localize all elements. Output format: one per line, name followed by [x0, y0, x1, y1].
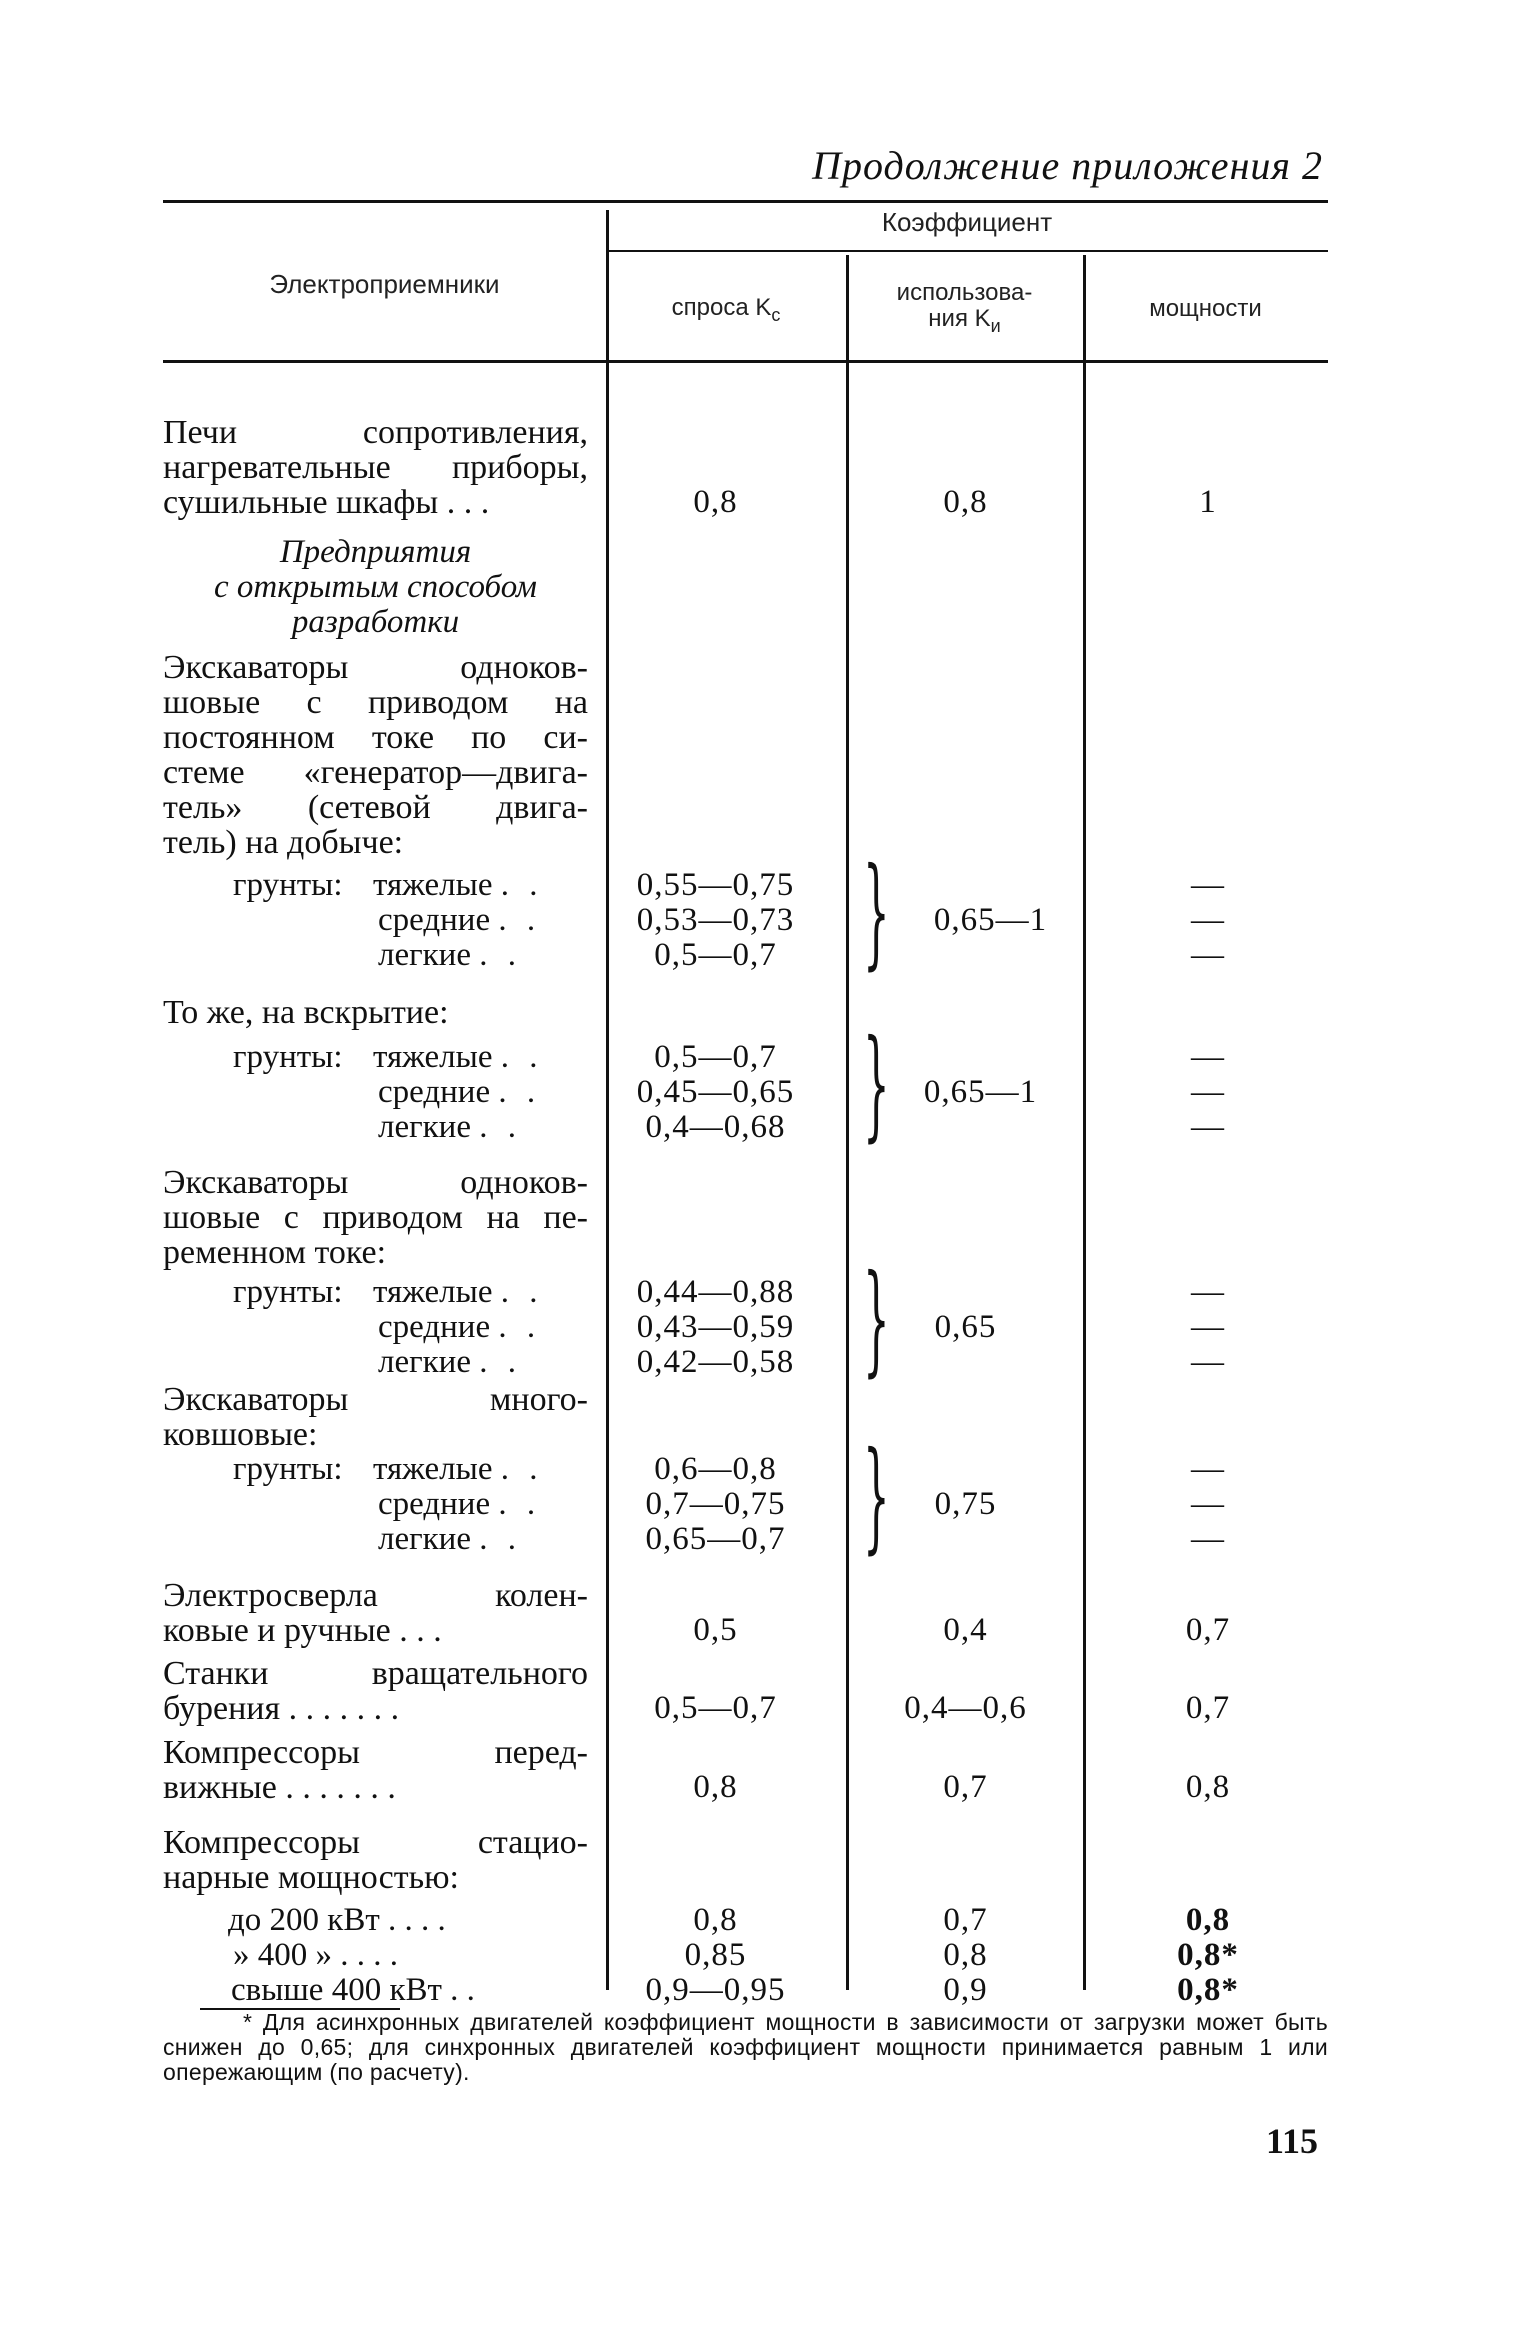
soil-heavy: тяжелые . .: [373, 1039, 544, 1075]
power-value: —: [1191, 1074, 1225, 1110]
usage-value: 0,7: [943, 1769, 988, 1805]
col-divider-2: [846, 255, 849, 1990]
soil-medium: средние . .: [378, 1486, 542, 1522]
row-description: Станки вращательного бурения . . . . . . .: [163, 1655, 588, 1727]
demand-value: 0,4—0,68: [645, 1109, 786, 1145]
power-value: —: [1191, 1274, 1225, 1310]
right-brace: }: [863, 1250, 890, 1389]
coefficient-table: [163, 200, 1328, 2008]
soil-heavy: тяжелые . .: [373, 1274, 544, 1310]
capacity-label: свыше 400 кВт . .: [231, 1972, 475, 2008]
col-divider-3: [1083, 255, 1086, 1990]
power-value: —: [1191, 1109, 1225, 1145]
soils-label: грунты:: [233, 1039, 343, 1075]
soil-medium: средние . .: [378, 1074, 542, 1110]
power-value: 0,8: [1185, 1769, 1231, 1805]
page-number: 115: [1265, 2121, 1318, 2161]
soil-light: легкие . .: [378, 1521, 522, 1557]
right-brace: }: [863, 1015, 890, 1154]
footnote: * Для асинхронных двигателей коэффициент мощности в зависимости от загрузки может быть снижен до 0,65; для синхронных двигателей коэффициент мощности принимается равным 1 или опережающим (по расчету).: [163, 2009, 1328, 2085]
demand-value: 0,7—0,75: [645, 1486, 786, 1522]
power-value: —: [1191, 1451, 1225, 1487]
usage-value: 0,4—0,6: [904, 1690, 1027, 1726]
soil-light: легкие . .: [378, 1109, 522, 1145]
coefficient-rule: [606, 250, 1328, 252]
header-receivers: Электроприемники: [269, 269, 500, 299]
row-description: Компрессоры стацио- нарные мощностью:: [163, 1824, 588, 1896]
soil-medium: средние . .: [378, 902, 542, 938]
header-power: мощности: [1149, 295, 1262, 322]
demand-value: 0,45—0,65: [636, 1074, 795, 1110]
soils-label: грунты:: [233, 1274, 343, 1310]
table-top-rule: [163, 200, 1328, 203]
demand-value: 0,5—0,7: [654, 1690, 777, 1726]
power-value: —: [1191, 1486, 1225, 1522]
usage-value: 0,9: [943, 1972, 988, 2008]
row-description: Компрессоры перед- вижные . . . . . . .: [163, 1734, 588, 1806]
demand-value: 0,6—0,8: [654, 1451, 777, 1487]
demand-value: 0,8: [693, 1902, 738, 1938]
header-bottom-rule: [163, 360, 1328, 363]
soil-medium: средние . .: [378, 1309, 542, 1345]
soil-light: легкие . .: [378, 1344, 522, 1380]
demand-value: 0,42—0,58: [636, 1344, 795, 1380]
power-value: —: [1191, 867, 1225, 903]
usage-value: 0,75: [934, 1486, 997, 1522]
soil-light: легкие . .: [378, 937, 522, 973]
power-value: 0,7: [1185, 1690, 1231, 1726]
usage-value: 0,65—1: [923, 1074, 1038, 1110]
demand-value: 0,53—0,73: [636, 902, 795, 938]
soils-label: грунты:: [233, 1451, 343, 1487]
soil-heavy: тяжелые . .: [373, 1451, 544, 1487]
right-brace: }: [863, 843, 890, 982]
demand-value: 0,8: [693, 1769, 738, 1805]
usage-value: 0,7: [943, 1902, 988, 1938]
power-value: —: [1191, 902, 1225, 938]
demand-value: 0,65—0,7: [645, 1521, 786, 1557]
header-coefficient: Коэффициент: [881, 207, 1053, 237]
power-value: 0,8*: [1177, 1972, 1239, 2008]
usage-value: 0,8: [943, 1937, 988, 1973]
row-description: Экскаваторы одноков- шовые с приводом на постоянном токе по си- стеме «генератор—двига- тель» (сетевой двига- тель) на добыче:: [163, 649, 588, 861]
power-value: —: [1191, 1039, 1225, 1075]
power-value: 0,8*: [1177, 1937, 1239, 1973]
row-description: Электросверла колен- ковые и ручные . . .: [163, 1577, 588, 1649]
soil-heavy: тяжелые . .: [373, 867, 544, 903]
usage-value: 0,4: [943, 1612, 988, 1648]
power-value: —: [1191, 937, 1225, 973]
power-value: —: [1191, 1344, 1225, 1380]
demand-value: 0,44—0,88: [636, 1274, 795, 1310]
row-description: Экскаваторы одноков- шовые с приводом на пе- ременном токе:: [163, 1164, 588, 1271]
demand-value: 0,9—0,95: [645, 1972, 786, 2008]
usage-value: 0,65: [934, 1309, 997, 1345]
demand-value: 0,55—0,75: [636, 867, 795, 903]
running-head: Продолжение приложения 2: [812, 143, 1323, 188]
right-brace: }: [863, 1427, 890, 1566]
demand-value: 0,5—0,7: [654, 937, 777, 973]
demand-value: 0,8: [693, 484, 738, 520]
demand-value: 0,5—0,7: [654, 1039, 777, 1075]
power-value: —: [1191, 1521, 1225, 1557]
power-value: 0,8: [1185, 1902, 1231, 1938]
soils-label: грунты:: [233, 867, 343, 903]
usage-value: 0,65—1: [933, 902, 1048, 938]
row-description: Печи сопротивления, нагревательные приборы, сушильные шкафы . . .: [163, 414, 588, 521]
header-demand: спроса $K_с$: [671, 294, 781, 325]
row-description: Экскаваторы много- ковшовые:: [163, 1381, 588, 1453]
section-title: Предприятия с открытым способом разработки: [213, 534, 537, 640]
demand-value: 0,85: [684, 1937, 747, 1973]
row-description: То же, на вскрытие:: [163, 994, 449, 1031]
capacity-label: » 400 » . . . .: [233, 1937, 398, 1973]
demand-value: 0,43—0,59: [636, 1309, 795, 1345]
power-value: 0,7: [1185, 1612, 1231, 1648]
power-value: —: [1191, 1309, 1225, 1345]
header-usage: использова- ния $K_и$: [896, 279, 1033, 337]
power-value: 1: [1199, 484, 1217, 520]
usage-value: 0,8: [943, 484, 988, 520]
demand-value: 0,5: [693, 1612, 738, 1648]
capacity-label: до 200 кВт . . . .: [228, 1902, 446, 1938]
